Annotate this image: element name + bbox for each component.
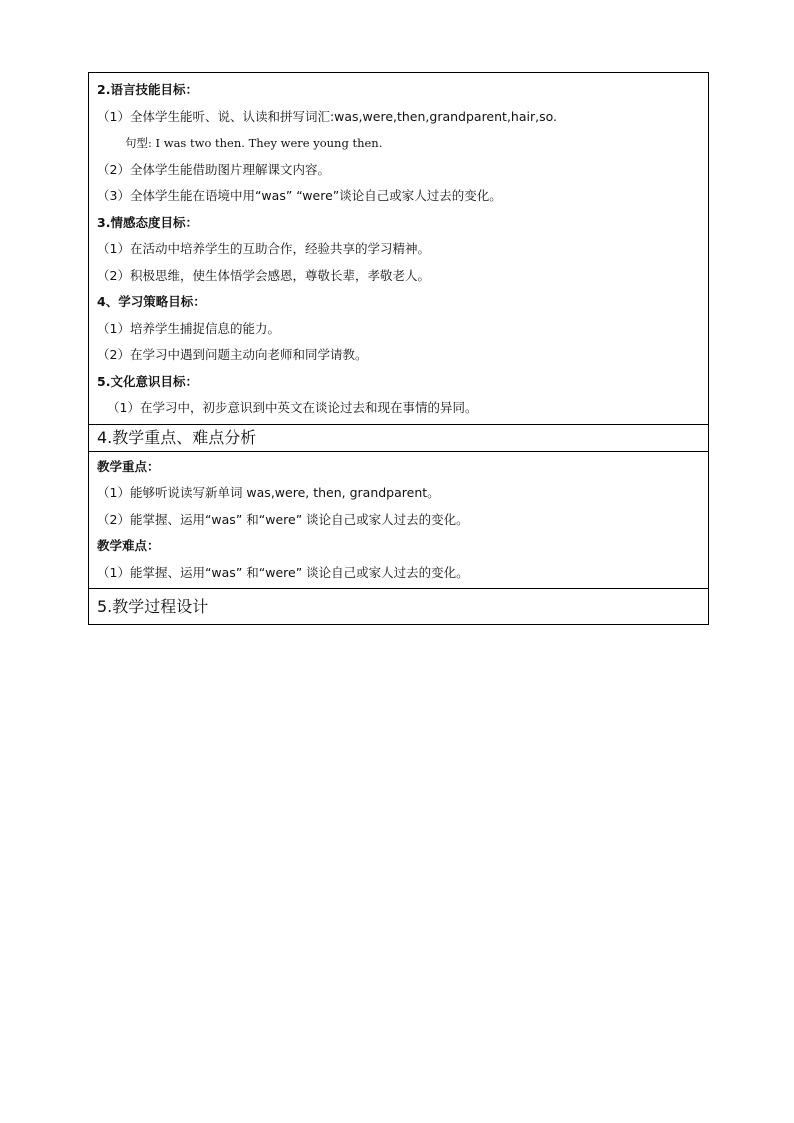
lesson-plan-table bbox=[88, 72, 709, 625]
skill-goal-item: （1）全体学生能听、说、认读和拼写词汇:was,were,then,grandparent,hair,so. bbox=[97, 108, 558, 124]
difficult-point-item: （1）能掌握、运用“was” 和“were” 谈论自己或家人过去的变化。 bbox=[97, 564, 469, 580]
emotion-goal-item: （1）在活动中培养学生的互助合作，经验共享的学习精神。 bbox=[97, 241, 430, 256]
sentence-pattern: 句型: I was two then. They were young then. bbox=[125, 136, 383, 150]
key-point-item: （2）能掌握、运用“was” 和“were” 谈论自己或家人过去的变化。 bbox=[97, 511, 469, 527]
section-title: 4.教学重点、难点分析 bbox=[97, 427, 257, 447]
emotion-goal-item: （2）积极思维，使生体悟学会感恩，尊敬长辈，孝敬老人。 bbox=[97, 267, 430, 283]
strategy-goal-item: （1）培养学生捕捉信息的能力。 bbox=[97, 320, 280, 336]
section-title: 5.教学过程设计 bbox=[97, 597, 209, 616]
goals-cell bbox=[89, 73, 708, 424]
key-points-heading: 教学重点： bbox=[97, 458, 160, 474]
strategy-goals-heading: 4、学习策略目标： bbox=[97, 294, 206, 309]
section4-content-cell bbox=[89, 451, 708, 589]
section4-title-cell bbox=[89, 424, 708, 451]
section5-title-cell bbox=[89, 588, 708, 624]
emotion-goals-heading: 3.情感态度目标： bbox=[97, 214, 198, 230]
skill-goals-heading: 2.语言技能目标： bbox=[97, 82, 198, 97]
difficult-points-heading: 教学难点： bbox=[97, 538, 160, 553]
skill-goal-item: （2）全体学生能借助图片理解课文内容。 bbox=[97, 161, 330, 177]
strategy-goal-item: （2）在学习中遇到问题主动向老师和同学请教。 bbox=[97, 347, 368, 362]
skill-goal-item: （3）全体学生能在语境中用“was” “were”谈论自己或家人过去的变化。 bbox=[97, 188, 502, 203]
key-point-item: （1）能够听说读写新单词 was,were, then, grandparent。 bbox=[97, 485, 440, 500]
culture-goal-item: （1）在学习中，初步意识到中英文在谈论过去和现在事情的异同。 bbox=[107, 400, 478, 415]
culture-goals-heading: 5.文化意识目标： bbox=[97, 373, 198, 389]
